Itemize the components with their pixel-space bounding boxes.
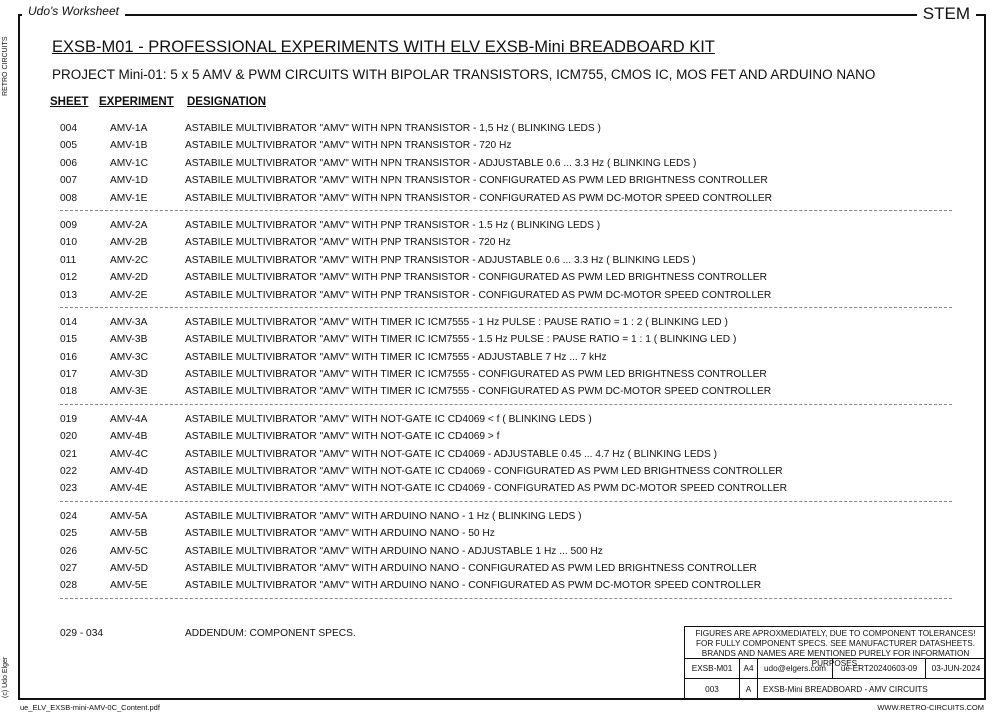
document-date: 03-JUN-2024 bbox=[931, 664, 981, 673]
sheet-number-cell: 021 bbox=[60, 448, 77, 460]
sheet-number-cell: 024 bbox=[60, 510, 77, 522]
sheet-number-cell: 013 bbox=[60, 289, 77, 301]
paper-format: A4 bbox=[740, 659, 758, 678]
sheet-number-cell: 004 bbox=[60, 123, 77, 134]
experiment-id-cell: AMV-1D bbox=[110, 175, 148, 187]
experiment-id-cell: AMV-3D bbox=[110, 369, 148, 381]
designation-cell: ASTABILE MULTIVIBRATOR "AMV" WITH TIMER IC ICM7555 - CONFIGURATED AS PWM LED BRIGHTNESS CONTROLLER bbox=[185, 369, 767, 381]
group-separator bbox=[60, 210, 952, 211]
table-row bbox=[60, 525, 952, 542]
experiment-id-cell: AMV-2D bbox=[110, 272, 148, 284]
sheet-number-cell: 015 bbox=[60, 334, 77, 346]
experiment-group bbox=[60, 314, 952, 401]
designation-cell: ASTABILE MULTIVIBRATOR "AMV" WITH NOT-GATE IC CD4069 - ADJUSTABLE 0.45 ... 4.7 Hz ( BLINKING LEDS ) bbox=[185, 448, 718, 460]
title-block bbox=[684, 626, 986, 700]
experiment-id-cell: AMV-5C bbox=[110, 545, 148, 557]
sheet-number-cell: 022 bbox=[60, 466, 77, 478]
experiment-id-cell: AMV-2E bbox=[110, 289, 148, 301]
designation-cell: ASTABILE MULTIVIBRATOR "AMV" WITH NOT-GATE IC CD4069 - CONFIGURATED AS PWM LED BRIGHTNESS CONTROLLER bbox=[185, 466, 783, 478]
designation-cell: ASTABILE MULTIVIBRATOR "AMV" WITH TIMER IC ICM7555 - 1 Hz PULSE : PAUSE RATIO = 1 : 2 ( BLINKING LED ) bbox=[185, 316, 728, 328]
designation-cell: ASTABILE MULTIVIBRATOR "AMV" WITH TIMER IC ICM7555 - 1.5 Hz PULSE : PAUSE RATIO = 1 : 1 ( BLINKING LED ) bbox=[185, 334, 737, 346]
designation-cell: ASTABILE MULTIVIBRATOR "AMV" WITH NPN TRANSISTOR - ADJUSTABLE 0.6 ... 3.3 Hz ( BLINKING LEDS ) bbox=[185, 157, 697, 169]
experiment-id-cell: AMV-5A bbox=[110, 510, 148, 522]
experiment-id-cell: AMV-1B bbox=[110, 140, 148, 152]
sheet-number-cell: 009 bbox=[60, 219, 77, 231]
designation-cell: ASTABILE MULTIVIBRATOR "AMV" WITH NPN TRANSISTOR - 720 Hz bbox=[185, 140, 512, 152]
table-row bbox=[60, 366, 952, 383]
side-label-bottom bbox=[2, 640, 14, 700]
page-title: EXSB-M01 - PROFESSIONAL EXPERIMENTS WITH ELV EXSB-Mini BREADBOARD KIT bbox=[52, 38, 715, 56]
table-row bbox=[60, 560, 952, 577]
designation-cell: ASTABILE MULTIVIBRATOR "AMV" WITH ARDUINO NANO - ADJUSTABLE 1 Hz ... 500 Hz bbox=[185, 545, 603, 557]
table-row bbox=[60, 190, 952, 207]
designation-cell: ASTABILE MULTIVIBRATOR "AMV" WITH PNP TRANSISTOR - 720 Hz bbox=[185, 237, 511, 249]
table-row bbox=[60, 428, 952, 445]
revision: A bbox=[740, 679, 758, 700]
table-row bbox=[60, 446, 952, 463]
stem-label: STEM bbox=[917, 4, 976, 24]
designation-cell: ASTABILE MULTIVIBRATOR "AMV" WITH NOT-GATE IC CD4069 < f ( BLINKING LEDS ) bbox=[185, 413, 592, 425]
title-block-sheet-row bbox=[685, 679, 986, 700]
column-header-sheet: SHEET bbox=[50, 96, 89, 108]
sheet-number-cell: 023 bbox=[60, 483, 77, 495]
group-separator bbox=[60, 501, 952, 502]
experiment-id-cell: AMV-4E bbox=[110, 483, 148, 495]
sheet-number-cell: 019 bbox=[60, 413, 77, 425]
table-row bbox=[60, 234, 952, 251]
addendum-sheet: 029 - 034 bbox=[60, 628, 104, 639]
addendum-designation: ADDENDUM: COMPONENT SPECS. bbox=[185, 628, 356, 639]
project-subtitle: PROJECT Mini-01: 5 x 5 AMV & PWM CIRCUITS WITH BIPOLAR TRANSISTORS, ICM755, CMOS IC, MOS FET AND ARDUINO NANO bbox=[52, 67, 876, 82]
group-separator bbox=[60, 598, 952, 599]
table-row bbox=[60, 269, 952, 286]
table-row bbox=[60, 120, 952, 137]
experiment-id-cell: AMV-3A bbox=[110, 316, 148, 328]
footer-website: WWW.RETRO-CIRCUITS.COM bbox=[877, 703, 984, 712]
experiment-group bbox=[60, 508, 952, 595]
table-row bbox=[60, 577, 952, 594]
designation-cell: ASTABILE MULTIVIBRATOR "AMV" WITH ARDUINO NANO - 1 Hz ( BLINKING LEDS ) bbox=[185, 510, 582, 522]
experiment-id-cell: AMV-5B bbox=[110, 528, 148, 540]
experiment-id-cell: AMV-5D bbox=[110, 562, 148, 574]
sheet-number-cell: 016 bbox=[60, 351, 77, 363]
sheet-number-cell: 027 bbox=[60, 562, 77, 574]
group-separator bbox=[60, 307, 952, 308]
table-row bbox=[60, 287, 952, 304]
designation-cell: ASTABILE MULTIVIBRATOR "AMV" WITH NPN TRANSISTOR - 1,5 Hz ( BLINKING LEDS ) bbox=[185, 123, 601, 134]
experiment-id-cell: AMV-3B bbox=[110, 334, 148, 346]
experiment-id-cell: AMV-2B bbox=[110, 237, 148, 249]
experiment-id-cell: AMV-4A bbox=[110, 413, 148, 425]
designation-cell: ASTABILE MULTIVIBRATOR "AMV" WITH ARDUINO NANO - 50 Hz bbox=[185, 528, 495, 540]
table-row bbox=[60, 480, 952, 497]
side-label-top-text: RETRO CIRCUITS bbox=[2, 36, 9, 96]
designation-cell: ASTABILE MULTIVIBRATOR "AMV" WITH TIMER IC ICM7555 - CONFIGURATED AS PWM DC-MOTOR SPEED CONTROLLER bbox=[185, 386, 772, 398]
table-row bbox=[60, 331, 952, 348]
experiment-group bbox=[60, 411, 952, 498]
designation-cell: ASTABILE MULTIVIBRATOR "AMV" WITH NOT-GATE IC CD4069 > f bbox=[185, 431, 500, 443]
sheet-number: 003 bbox=[685, 679, 740, 700]
designation-cell: ASTABILE MULTIVIBRATOR "AMV" WITH PNP TRANSISTOR - 1.5 Hz ( BLINKING LEDS ) bbox=[185, 219, 601, 231]
disclaimer-line-3: BRANDS AND NAMES ARE MENTIONED PURELY FOR INFORMATION PURPOSES. bbox=[701, 649, 970, 668]
designation-cell: ASTABILE MULTIVIBRATOR "AMV" WITH PNP TRANSISTOR - ADJUSTABLE 0.6 ... 3.3 Hz ( BLINKING LEDS ) bbox=[185, 254, 696, 266]
sheet-number-cell: 026 bbox=[60, 545, 77, 557]
table-row bbox=[60, 172, 952, 189]
sheet-number-cell: 018 bbox=[60, 386, 77, 398]
experiment-id-cell: AMV-4C bbox=[110, 448, 148, 460]
column-header-designation: DESIGNATION bbox=[187, 96, 267, 108]
table-row bbox=[60, 155, 952, 172]
sheet-number-cell: 010 bbox=[60, 237, 77, 249]
table-row bbox=[60, 349, 952, 366]
designation-cell: ASTABILE MULTIVIBRATOR "AMV" WITH NPN TRANSISTOR - CONFIGURATED AS PWM DC-MOTOR SPEED CONTROLLER bbox=[185, 192, 773, 204]
sheet-number-cell: 028 bbox=[60, 580, 77, 592]
group-separator bbox=[60, 404, 952, 405]
sheet-number-cell: 006 bbox=[60, 157, 77, 169]
experiment-id-cell: AMV-4B bbox=[110, 431, 148, 443]
disclaimer-line-2: FOR FULLY COMPONENT SPECS. SEE MANUFACTURER DATASHEETS. bbox=[695, 639, 976, 648]
footer-filename: ue_ELV_EXSB-mini-AMV-0C_Content.pdf bbox=[20, 703, 160, 712]
sheet-title: EXSB-Mini BREADBOARD - AMV CIRCUITS bbox=[763, 685, 928, 694]
designation-cell: ASTABILE MULTIVIBRATOR "AMV" WITH NPN TRANSISTOR - CONFIGURATED AS PWM LED BRIGHTNESS CONTROLLER bbox=[185, 175, 768, 187]
content-table bbox=[60, 120, 952, 605]
designation-cell: ASTABILE MULTIVIBRATOR "AMV" WITH PNP TRANSISTOR - CONFIGURATED AS PWM LED BRIGHTNESS CONTROLLER bbox=[185, 272, 767, 284]
experiment-id-cell: AMV-4D bbox=[110, 466, 148, 478]
sheet-number-cell: 011 bbox=[60, 254, 77, 266]
table-row bbox=[60, 411, 952, 428]
disclaimer-note bbox=[685, 627, 986, 668]
experiment-id-cell: AMV-5E bbox=[110, 580, 148, 592]
table-row bbox=[60, 508, 952, 525]
sheet-number-cell: 017 bbox=[60, 369, 77, 381]
sheet-number-cell: 025 bbox=[60, 528, 77, 540]
table-row bbox=[60, 252, 952, 269]
author-email: udo@elgers.com bbox=[758, 659, 833, 678]
worksheet-label: Udo's Worksheet bbox=[22, 4, 125, 18]
table-row bbox=[60, 314, 952, 331]
designation-cell: ASTABILE MULTIVIBRATOR "AMV" WITH TIMER IC ICM7555 - ADJUSTABLE 7 Hz ... 7 kHz bbox=[185, 351, 607, 363]
title-block-info-row bbox=[685, 659, 986, 679]
doc-code: EXSB-M01 bbox=[685, 659, 740, 678]
side-label-top bbox=[2, 18, 14, 98]
table-row bbox=[60, 137, 952, 154]
sheet-number-cell: 008 bbox=[60, 192, 77, 204]
table-row bbox=[60, 543, 952, 560]
experiment-group bbox=[60, 217, 952, 304]
sheet-number-cell: 012 bbox=[60, 272, 77, 284]
experiment-id-cell: AMV-1C bbox=[110, 157, 148, 169]
table-row bbox=[60, 217, 952, 234]
experiment-id-cell: AMV-2C bbox=[110, 254, 148, 266]
experiment-id-cell: AMV-3E bbox=[110, 386, 148, 398]
sheet-number-cell: 020 bbox=[60, 431, 77, 443]
sheet-number-cell: 007 bbox=[60, 175, 77, 187]
experiment-id-cell: AMV-3C bbox=[110, 351, 148, 363]
experiment-id-cell: AMV-1E bbox=[110, 192, 148, 204]
document-id: ue-ERT20240603-09 bbox=[833, 659, 926, 678]
designation-cell: ASTABILE MULTIVIBRATOR "AMV" WITH PNP TRANSISTOR - CONFIGURATED AS PWM DC-MOTOR SPEED CONTROLLER bbox=[185, 289, 772, 301]
experiment-id-cell: AMV-1A bbox=[110, 123, 148, 134]
table-row bbox=[60, 463, 952, 480]
experiment-group bbox=[60, 120, 952, 207]
side-label-bottom-text: (c) Udo Elger bbox=[2, 656, 9, 698]
table-row bbox=[60, 383, 952, 400]
designation-cell: ASTABILE MULTIVIBRATOR "AMV" WITH ARDUINO NANO - CONFIGURATED AS PWM LED BRIGHTNESS CONTROLLER bbox=[185, 562, 757, 574]
sheet-number-cell: 014 bbox=[60, 316, 77, 328]
designation-cell: ASTABILE MULTIVIBRATOR "AMV" WITH ARDUINO NANO - CONFIGURATED AS PWM DC-MOTOR SPEED CONTROLLER bbox=[185, 580, 762, 592]
column-header-experiment: EXPERIMENT bbox=[99, 96, 174, 108]
experiment-id-cell: AMV-2A bbox=[110, 219, 148, 231]
disclaimer-line-1: FIGURES ARE APROXMEDIATELY, DUE TO COMPONENT TOLERANCES! bbox=[695, 629, 976, 638]
sheet-number-cell: 005 bbox=[60, 140, 77, 152]
designation-cell: ASTABILE MULTIVIBRATOR "AMV" WITH NOT-GATE IC CD4069 - CONFIGURATED AS PWM DC-MOTOR SPEED CONTROLLER bbox=[185, 483, 787, 495]
